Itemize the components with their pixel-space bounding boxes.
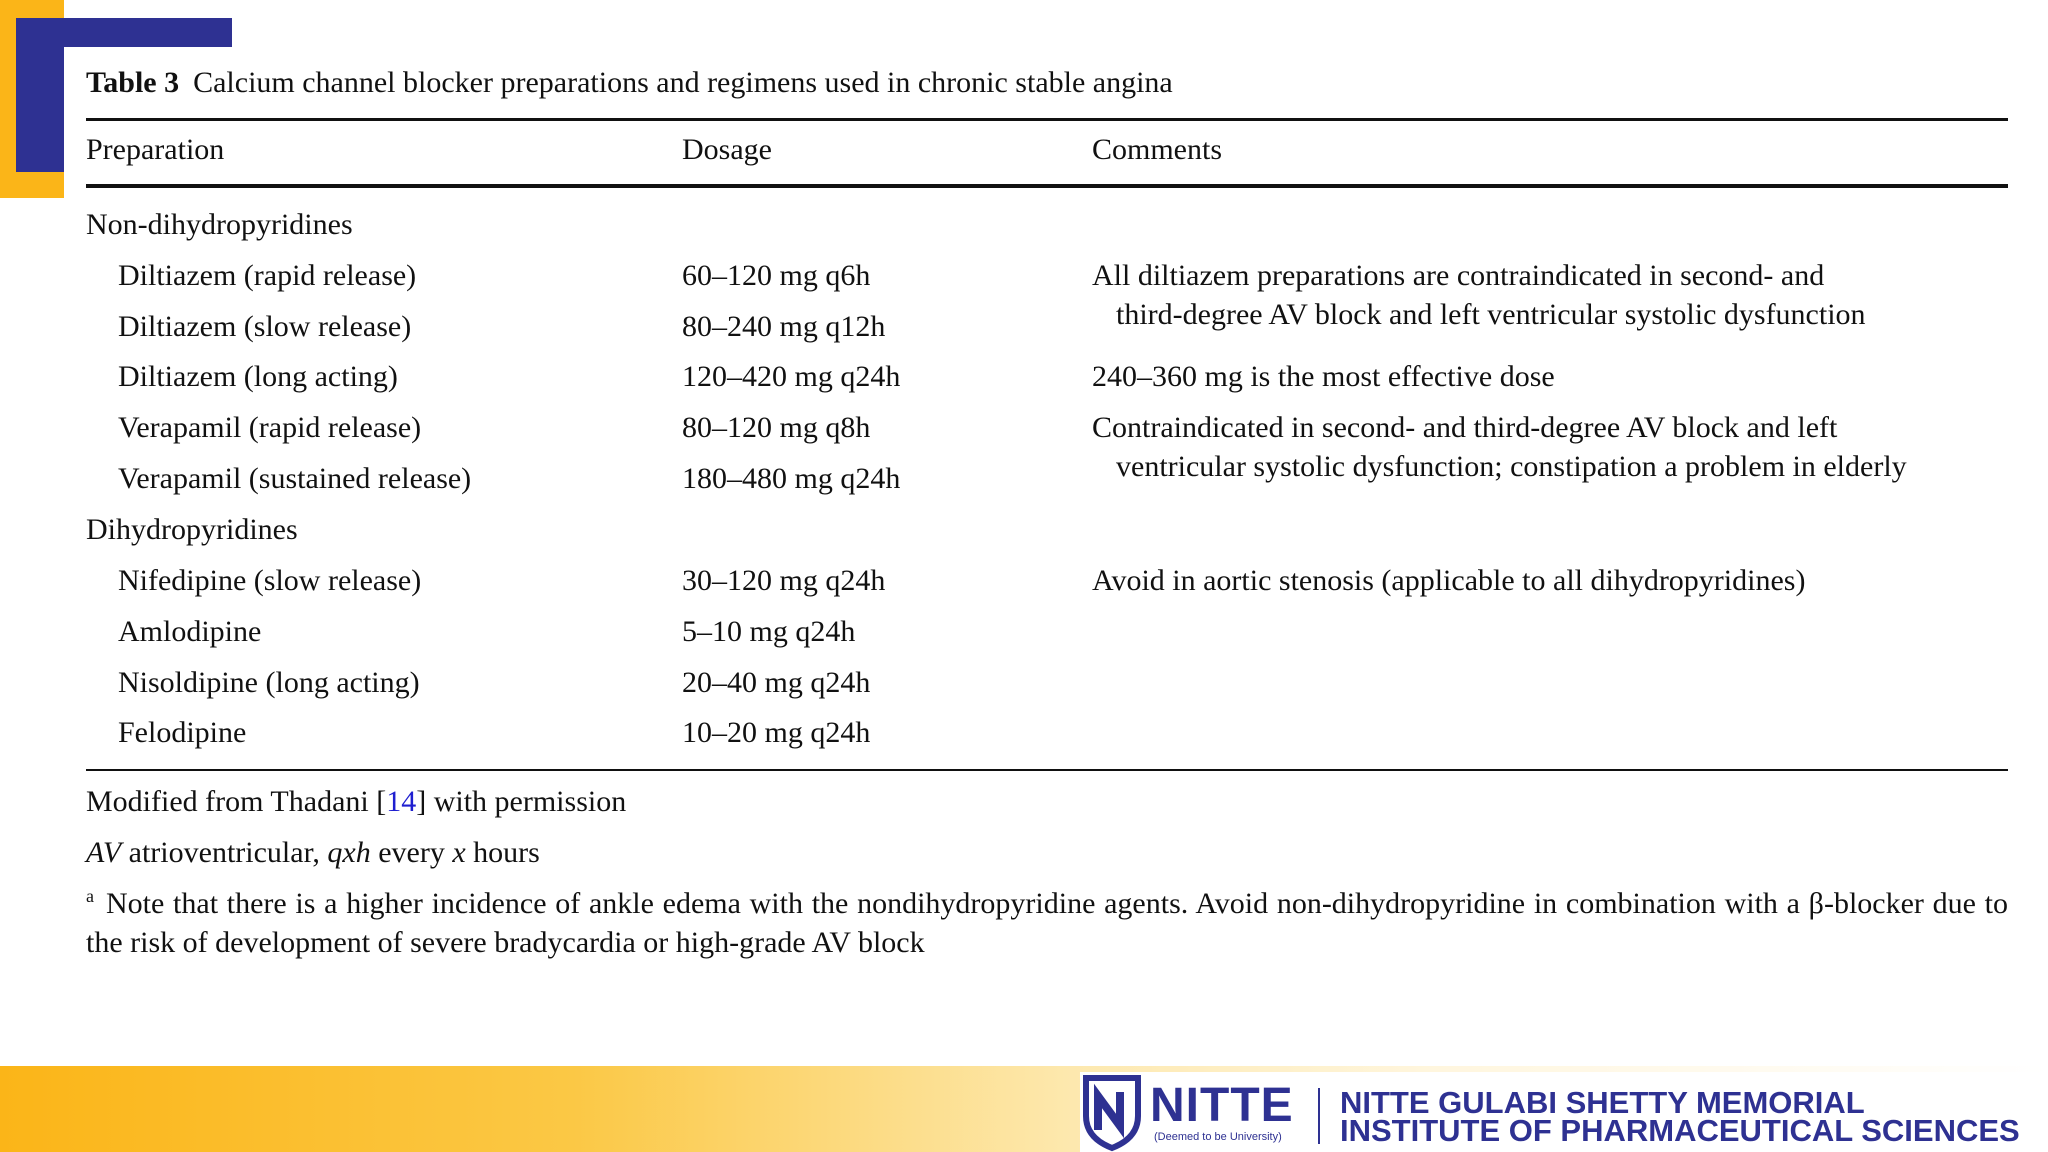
footnote-note-a [86, 884, 2008, 962]
logo-divider [1318, 1088, 1320, 1144]
header-dosage: Dosage [682, 133, 772, 166]
table-row-dosage: 80–120 mg q8h [682, 411, 871, 444]
logo-wordmark: NITTE [1150, 1079, 1294, 1132]
abbr-qxh: qxh [327, 836, 371, 869]
abbr-av: AV [86, 836, 122, 869]
table-row-preparation: Diltiazem (rapid release) [118, 259, 417, 292]
table-row-preparation: Diltiazem (long acting) [118, 360, 398, 393]
table-row-preparation: Amlodipine [118, 615, 262, 648]
table-row-dosage: 60–120 mg q6h [682, 259, 871, 292]
table-row-dosage: 5–10 mg q24h [682, 615, 856, 648]
comment-diltiazem-line2: third-degree AV block and left ventricular systolic dysfunction [1116, 298, 1866, 331]
table-header-rule [86, 184, 2008, 188]
abbr-x-text: hours [465, 836, 540, 869]
group-label-non-dihydropyridines: Non-dihydropyridines [86, 208, 353, 241]
table-row-preparation: Diltiazem (slow release) [118, 310, 412, 343]
footnote-source [86, 782, 626, 821]
table-row-preparation: Verapamil (sustained release) [118, 462, 472, 495]
comment-verapamil-line1: Contraindicated in second- and third-degree AV block and left [1092, 411, 1838, 444]
table-row-preparation: Verapamil (rapid release) [118, 411, 422, 444]
table-top-rule [86, 118, 2008, 121]
abbr-x: x [452, 836, 466, 869]
table-title [86, 64, 1486, 104]
footnote-marker: a [86, 886, 94, 906]
table-bottom-rule [86, 769, 2008, 771]
comment-diltiazem-long-acting: 240–360 mg is the most effective dose [1092, 360, 1555, 393]
group-label-dihydropyridines: Dihydropyridines [86, 513, 298, 546]
reference-link-14[interactable]: 14 [386, 785, 417, 818]
table-row-dosage: 30–120 mg q24h [682, 564, 886, 597]
corner-decoration-navy-horizontal [16, 18, 232, 47]
table-title-text: Calcium channel blocker preparations and regimens used in chronic stable angina [193, 66, 1173, 99]
footnote-source-prefix: Modified from Thadani [ [86, 785, 387, 818]
table-row-dosage: 10–20 mg q24h [682, 716, 871, 749]
logo-subtitle: (Deemed to be University) [1154, 1131, 1282, 1143]
table-row-preparation: Nisoldipine (long acting) [118, 666, 420, 699]
footnote-abbreviations [86, 833, 540, 872]
footnote-note-text: Note that there is a higher incidence of ankle edema with the nondihydropyridine agents. Avoid non-dihydropyridine in combination with a β-blocker due to the risk of development of severe bradycardia or high-grade AV block [86, 887, 2008, 959]
header-comments: Comments [1092, 133, 1223, 166]
footnote-source-suffix: ] with permission [416, 785, 627, 818]
table-title-number: Table 3 [86, 66, 180, 99]
table-row-dosage: 80–240 mg q12h [682, 310, 886, 343]
table-row-dosage: 180–480 mg q24h [682, 462, 901, 495]
abbr-av-text: atrioventricular, [121, 836, 328, 869]
abbr-qxh-text: every [370, 836, 453, 869]
comment-nifedipine: Avoid in aortic stenosis (applicable to all dihydropyridines) [1092, 564, 1806, 597]
institute-name-line2: INSTITUTE OF PHARMACEUTICAL SCIENCES [1340, 1113, 2020, 1148]
header-preparation: Preparation [86, 133, 225, 166]
comment-diltiazem-line1: All diltiazem preparations are contraindicated in second- and [1092, 259, 1825, 292]
table-row-preparation: Felodipine [118, 716, 247, 749]
institute-name-line1: NITTE GULABI SHETTY MEMORIAL [1340, 1085, 1865, 1120]
table-row-preparation: Nifedipine (slow release) [118, 564, 422, 597]
table-row-dosage: 120–420 mg q24h [682, 360, 901, 393]
comment-verapamil-line2: ventricular systolic dysfunction; constipation a problem in elderly [1116, 450, 1907, 483]
nitte-shield-icon [1080, 1072, 1150, 1152]
table-row-dosage: 20–40 mg q24h [682, 666, 871, 699]
